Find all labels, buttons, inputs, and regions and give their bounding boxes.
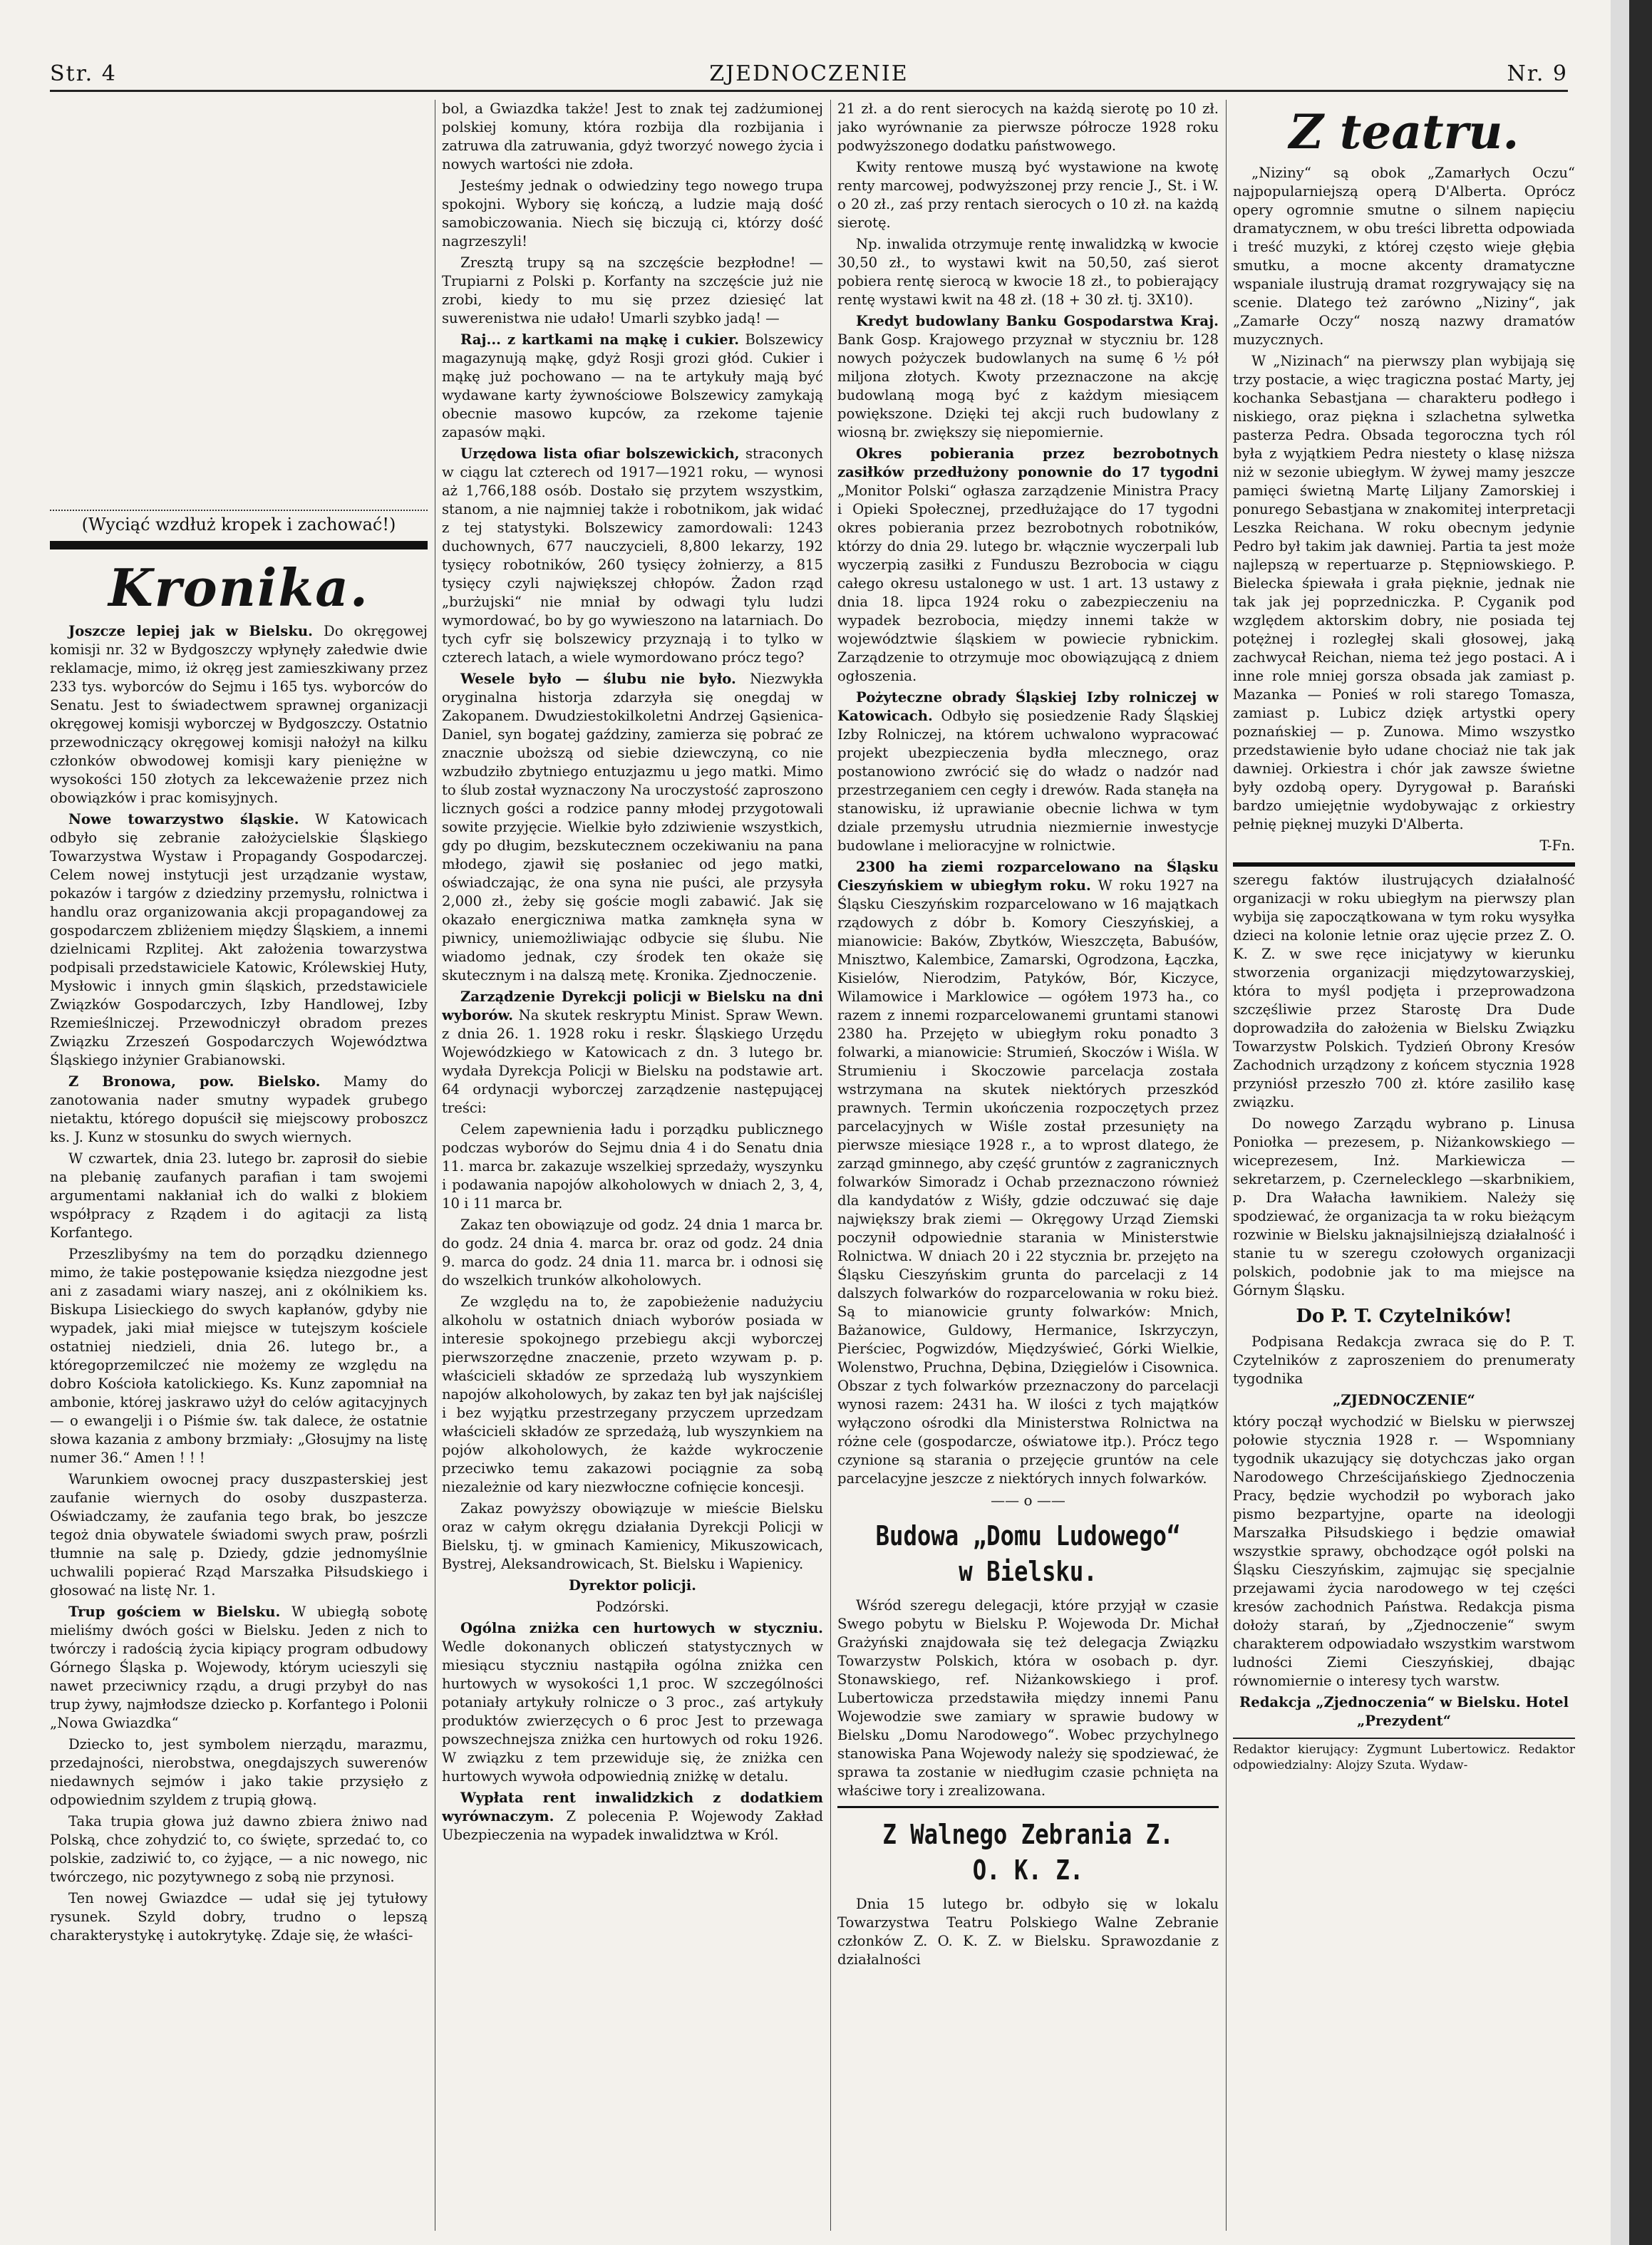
article-paragraph: Ze względu na to, że zapobieżenie nadużyciu alkoholu w ostatnich dniach wyborów posiada w interesie spokojnego przebiegu akcji wyborczej pierwszorzędne znaczenie, przeto wzywam p. p. właścicieli składów ze sprzedażą lub wyszynkiem napojów alkoholowych, by zakaz ten był jak najściślej i bez wyjątku przestrzegany przyczem uprzedzam właścicieli składów ze sprzedażą, lub wyszynkiem na pojów alkoholowych, że każde wykroczenie przeciwko temu zakazowi pociągnie za sobą niezależnie od kary niezwłoczne cofnięcie koncesji. xyxy=(442,1294,823,1495)
notice-paper-name: „ZJEDNOCZENIE“ xyxy=(1333,1392,1475,1408)
article-paragraph: Zresztą trupy są na szczęście bezpłodne! — Trupiarni z Polski p. Korfanty na szczęście już nie zrobi, kiedy to mu się przez dziesięć lat suwerenistwa nie udało! Umarli szybko jadą! — xyxy=(442,254,823,326)
headline-walne-zebranie: Z Walnego Zebrania Z. O. K. Z. xyxy=(882,1819,1174,1886)
article-heading: Wypłata rent inwalidzkich z dodatkiem wyrównaczym. xyxy=(442,1790,823,1825)
editorial-footer: Redaktor kierujący: Zygmunt Lubertowicz. Redaktor odpowiedzialny: Alojzy Szuta. Wydaw- xyxy=(1233,1738,1575,1773)
article-text: W ubiegłą sobotę mieliśmy dwóch gości w Bielsku. Jeden z nich to twórczy i radością życia kipiący program odbudowy Górnego Śląska p. Wojewody, którym ucieszyli się nawet przeciwnicy rządu, a drugi przybył do nas trup żywy, najmłodsze dziecko p. Korfantego i Polonii „Nowa Gwiazdka“ xyxy=(50,1604,428,1731)
article-heading: Wesele było — ślubu nie było. xyxy=(460,671,736,687)
article-paragraph: Dnia 15 lutego br. odbyło się w lokalu Towarzystwa Teatru Polskiego Walne Zebranie członków Z. O. K. Z. w Bielsku. Sprawozdanie z działalności xyxy=(837,1896,1219,1968)
article-paragraph: Wśród szeregu delegacji, które przyjął w czasie Swego pobytu w Bielsku P. Wojewoda Dr. Michał Grażyński znajdowała się też delegacja Związku Towarzystw Polskich, która w osobach p. dyr. Stonawskiego, ref. Niżankowskiego i prof. Lubertowicza przedstawiła między innemi Panu Wojewodzie swe zamiary w sprawie budowy w Bielsku „Domu Narodowego“. Wobec przychylnego stanowiska Pana Wojewody należy się spodziewać, że sprawa ta zostanie w niedługim czasie pchnięta na właściwe tory i zrealizowana. xyxy=(837,1597,1219,1799)
article-paragraph xyxy=(837,312,1219,442)
notice-signature: Redakcja „Zjednoczenia“ w Bielsku. Hotel „Prezydent“ xyxy=(1239,1694,1569,1729)
page-header xyxy=(50,61,1568,92)
article-heading: Ogólna zniżka cen hurtowych w styczniu. xyxy=(460,1620,823,1636)
column-4 xyxy=(1233,100,1575,2231)
article-text: Odbyło się posiedzenie Rady Śląskiej Izby Rolniczej, na którem uchwalono wypracować projekt ubezpieczenia bydła mlecznego, oraz postanowiono zwrócić się do władz o nadzór nad przestrzeganiem cen cegły i drewów. Rada stanęła na stanowisku, iż uprawianie obecnie lichwa w tym dziale przemysłu utrudnia niezmiernie inwestycje budowlane i melioracyjne w rolnictwie. xyxy=(837,708,1219,854)
article-text: W Katowicach odbyło się zebranie założycielskie Śląskiego Towarzystwa Wystaw i Propagandy Gospodarczej. Celem nowej instytucji jest urządzanie wystaw, pokazów i targów z dziedziny przemysłu, rolnictwa i handlu oraz organizowania akcji propagandowej za gospodarczem zbliżeniem między Śląskiem, a innemi dzielnicami Rzplitej. Akt założenia towarzystwa podpisali przedstawiciele Katowic, Królewskiej Huty, Mysłowic i innych gmin śląskich, przedstawiciele Związków Gospodarczych, Izby Handlowej, Izby Rzemieślniczej. Przewodniczył obradom prezes Związku Zrzeszeń Gospodarczych Województwa Śląskiego inżynier Grabianowski. xyxy=(50,811,428,1068)
article-heading: Urzędowa lista ofiar bolszewickich, xyxy=(460,445,740,462)
article-paragraph xyxy=(837,858,1219,1488)
article-heading: Pożyteczne obrady Śląskiej Izby rolniczej w Katowicach. xyxy=(837,689,1219,724)
notice-paragraph: Podpisana Redakcja zwraca się do P. T. Czytelników z zaproszeniem do prenumeraty tygodnika xyxy=(1233,1333,1575,1387)
article-text: Do okręgowej komisji nr. 32 w Bydgoszczy wpłynęły załedwie dwie reklamacje, mimo, iż okręg jest zamieszkiwany przez 233 tys. wyborców do Sejmu i 165 tys. wyborców do Senatu. Jest to świadectwem sprawnej organizacji okręgowej komisji wyborczej w Bydgoszczy. Ostatnio przewodniczący okręgowej komisji nałożył na kilku członków obwodowej komisji kary pieniężne w wysokości 150 złotych za lekceważenie przez nich obowiązków i prac komisyjnych. xyxy=(50,623,428,806)
column-rule xyxy=(830,100,831,2231)
article-heading: Okres pobierania przez bezrobotnych zasiłków przedłużony ponownie do 17 tygodni xyxy=(837,445,1219,480)
article-paragraph xyxy=(837,688,1219,855)
article-paragraph xyxy=(837,445,1219,686)
article-paragraph: Kwity rentowe muszą być wystawione na kwotę renty marcowej, podwyższonej przy rencie J., St. i W. o 20 zł., zaś przy rentach sierocych o 10 zł. na każdą sierotę. xyxy=(837,159,1219,231)
article-text: W roku 1927 na Śląsku Cieszyńskim rozparcelowano w 16 majątkach rządowych z dóbr b. Komory Cieszyńskiej, a mianowicie: Baków, Zbytków, Wieszczęta, Babuśów, Mnisztwo, Kalembice, Zamarski, Ogrodzona, Łączka, Kisielów, Nierodzim, Patyków, Bór, Kiczyce, Wilamowice i Marklowice — ogółem 1973 ha., co razem z innemi rozparcelowanemi gruntami stanowi 2380 ha. Przejęto w ubiegłym roku ponadto 3 folwarki, a mianowicie: Strumień, Skoczów i Wiśla. W Strumieniu i Skoczowie parcelacja została wstrzymana na skutek niektórych przeszkód prawnych. Termin ukończenia rozpoczętych przez parcelacyjnych w Wiśle został przesunięty na pierwsze miesiące 1928 r., a to wprost dlatego, że zarząd gminnego, aby część gruntów z zagranicznych folwarków Simoradz i Ochab przeznaczono również dla kandydatów z Wiśły, gdzie odczuwać się daje największy brak ziemi — Okręgowy Urząd Ziemski poczynił odpowiednie starania w Ministerstwie Rolnictwa. W dniach 20 i 22 stycznia br. przejęto na Śląsku Cieszyńskim grunta do parcelacji z 14 dalszych folwarków do rozparcelowania w roku bież. Są to mianowicie grunty folwarków: Mnich, Bażanowice, Guldowy, Hermanice, Iskrzyczyn, Pierściec, Pogwizdów, Międzyświeć, Górki Wielkie, Wolenstwo, Pruchna, Dębina, Dzięgielów i Cisownica. Obszar z tych folwarków przeznaczony do parcelacji wynosi razem: 2431 ha. W ilości z tych majątków wyłączono ośrodki dla Ministerstwa Rolnictwa na różne cele (gospodarcze, oświatowe itp.). Prócz tego czynione są starania o przejęcie gruntów na cele parcelacyjne jeszcze z niektórych innych folwarków. xyxy=(837,877,1219,1487)
article-paragraph xyxy=(50,622,428,807)
column-1 xyxy=(50,100,428,2231)
section-title-kronika: Kronika. xyxy=(108,557,369,618)
section-rule xyxy=(1233,862,1575,867)
article-paragraph xyxy=(442,670,823,985)
article-text: Bolszewicy magazynują mąkę, gdyż Rosji grozi głód. Cukier i mąkę już pochowano — na te artykuły mają być wydawane karty żywnościowe Bolszewicy zamykają obecnie masowo kupców, za rzekome tajenie zapasów mąki. xyxy=(442,331,823,440)
column-3 xyxy=(837,100,1219,2231)
article-paragraph: bol, a Gwiazdka także! Jest to znak tej zadżumionej polskiej komuny, która rozbija dla rozbijania i zatruwa dla zatruwania, gdyż tworzyć nowego życia i nowych wartości nie zdoła. xyxy=(442,100,823,172)
masthead-title: ZJEDNOCZENIE xyxy=(709,61,909,86)
signature-title: Dyrektor policji. xyxy=(569,1577,696,1594)
article-paragraph: Dziecko to, jest symbolem nierządu, marazmu, przedajności, nierobstwa, onegdajszych suwerenów niedawnych sejmów i jako takie przysięło z odpowiednim szyldem z trupią głową. xyxy=(50,1736,428,1808)
article-paragraph: 21 zł. a do rent sierocych na każdą sierotę po 10 zł. jako wyrównanie za pierwsze półrocze 1928 roku podwyższonego dodatku państwowego. xyxy=(837,100,1219,154)
article-paragraph: Np. inwalida otrzymuje rentę inwalidzką w kwocie 30,50 zł., to wystawi kwit na 50,50, zaś sierot pobiera rentę sierocą w kwocie 18 zł., to pobierający rentę wystawi kwit na 48 zł. (18 + 30 zł. tj. 3X10). xyxy=(837,236,1219,308)
separator-ornament: —— o —— xyxy=(991,1492,1065,1509)
article-paragraph xyxy=(442,1619,823,1786)
article-text: Niezwykła oryginalna historja zdarzyła się onegdaj w Zakopanem. Dwudziestokilkoletni Andrzej Gąsienica-Daniel, syn bogatej gaździny, zamierza się pobrać ze znacznie uboższą od siebie dziewczyną, co nie wzbudziło zbytniego entuzjazmu u jego matki. Mimo to ślub został wyznaczony Na uroczystość zaproszono licznych gości a rodzice panny młodej przygotowali sowite przyjęcie. Wielkie było zdziwienie wszystkich, gdy po długim, bezskutecznem oczekiwaniu na pana młodego, zjawił się posłaniec od jego matki, oświadczając, że ona syna nie puści, ale przysyła 2,000 zł., żeby się goście mogli zabawić. Jak się okazało energiczniwa matka zamknęła syna w piwnicy, uniemożliwiając odbycie się ślubu. Nie wiadomo jednak, czy środek ten okaże się skutecznym i na dalszą metę. Kronika. Zjednoczenie. xyxy=(442,671,823,984)
article-paragraph: szeregu faktów ilustrujących działalność organizacji w roku ubiegłym na pierwszy plan wybija się zapoczątkowana w tym roku wysyłka dzieci na kolonie letnie oraz ujęcie przez Z. O. K. Z. w swe ręce inicjatywy w kierunku stworzenia organizacji międzytowarzyskiej, która to myśl podjęta i przeprowadzona szczęśliwie przez Starostę Dra Dude doprowadziła do założenia w Bielsku Związku Towarzystw Polskich. Tydzień Obrony Kresów Zachodnich urządzony z końcem stycznia 1928 przyniósł przeszło 700 zł. które zasiliło kasę związku. xyxy=(1233,872,1575,1110)
article-paragraph xyxy=(50,1073,428,1147)
section-title-teatr: Z teatru. xyxy=(1289,104,1519,160)
article-heading: Trup gościem w Bielsku. xyxy=(68,1604,281,1620)
article-paragraph xyxy=(442,988,823,1118)
cut-notice: (Wyciąć wzdłuż kropek i zachować!) xyxy=(50,510,428,534)
article-paragraph: Zakaz powyższy obowiązuje w mieście Bielsku oraz w całym okręgu działania Dyrekcji Policji w Bielsku, tj. w gminach Kamienicy, Mikuszowicach, Bystrej, Aleksandrowicach, St. Bielsku i Wapienicy. xyxy=(442,1500,823,1572)
article-heading: Z Bronowa, pow. Bielsko. xyxy=(68,1073,321,1090)
scan-margin xyxy=(1611,0,1629,2245)
author-signature: T-Fn. xyxy=(1539,837,1575,854)
column-rule xyxy=(1226,100,1227,2231)
article-paragraph xyxy=(442,1789,823,1844)
separator-rule xyxy=(837,1806,1219,1808)
article-heading: Kredyt budowlany Banku Gospodarstwa Kraj. xyxy=(856,313,1219,329)
column-2 xyxy=(442,100,823,2231)
article-paragraph: Warunkiem owocnej pracy duszpasterskiej jest zaufanie wiernych do osoby duszpasterza. Oświadczamy, że zaufania tego brak, bo jeszcze tegoż dnia obywatele świadomi swych praw, pośrzli tłumnie na salę p. Dziedy, gdzie jednomyślnie uchwalili popierać Rząd Marszałka Piłsudskiego i głosować na listę Nr. 1. xyxy=(50,1471,428,1599)
article-text: Wedle dokonanych obliczeń statystycznych w miesiącu styczniu nastąpiła ogólna zniżka cen hurtowych w wysokości 1,1 proc. W szczególności potaniały artykuły rolnicze o 3 proc., zaś artykuły produktów zwierzęcych o 6 proc Jest to przewaga powszechnejsza zniżka cen hurtowych od roku 1926. W związku z tem przewiduje się, że zniżka cen hurtowych wywoła odpowiednią zniżkę w detalu. xyxy=(442,1638,823,1785)
article-paragraph xyxy=(50,1603,428,1733)
article-text: Bank Gosp. Krajowego przyznał w styczniu br. 128 nowych pożyczek budowlanych na sumę 6 ½ pół miljona złotych. Kwoty przeznaczone na akcję budowlaną mogą być z każdym miesiącem powiększone. Dzięki tej akcji ruch budowlany z wiosną br. zwiększy się niepomiernie. xyxy=(837,331,1219,440)
article-paragraph: Jesteśmy jednak o odwiedziny tego nowego trupa spokojni. Wybory się kończą, a ludzie mają dość samobiczowania. Niech się biczują ci, którzy dość nagrzeszyli! xyxy=(442,177,823,249)
article-text: Na skutek reskryptu Minist. Spraw Wewn. z dnia 26. 1. 1928 roku i reskr. Śląskiego Urzędu Wojewódzkiego w Katowicach z dn. 3 lutego br. wydała Dyrekcja Policji w Bielsku na podstawie art. 64 ordynacji wyborczej zarządzenie następującej treści: xyxy=(442,1007,823,1116)
article-paragraph: W czwartek, dnia 23. lutego br. zaprosił do siebie na plebanię zaufanych parafian i tam swojemi argumentami nakłaniał ich do walki z blokiem współpracy z Rządem i do agitacji za listą Korfantego. xyxy=(50,1150,428,1241)
article-paragraph: Taka trupia głowa już dawno zbiera żniwo nad Polską, chce zohydzić to, co święte, sprzedać to, co polskie, zadziwić to, co żyjące, — a nic nowego, nic twórczego, nic pozytywnego z sobą nie przynosi. xyxy=(50,1813,428,1885)
article-heading: Joszcze lepiej jak w Bielsku. xyxy=(68,623,313,639)
article-heading: 2300 ha ziemi rozparcelowano na Śląsku Cieszyńskiem w ubiegłym roku. xyxy=(837,859,1219,894)
article-text: „Monitor Polski“ ogłasza zarządzenie Ministra Pracy i Opieki Społecznej, przedłużające do 17 tygodni okres pobierania przez bezrobotnych robotników, którzy do dnia 29. lutego br. włącznie wyczerpali lub wyczerpią zasiłki z Funduszu Bezrobocia w ciągu całego okresu ustalonego w ust. 1 art. 13 ustawy z dnia 18. lipca 1924 roku o zabezpieczeniu na wypadek bezrobocia, między innemi także w województwie śląskiem w powiecie rybnickim. Zarządzenie to otrzymuje moc obowiązującą z dniem ogłoszenia. xyxy=(837,482,1219,684)
signature-name: Podzórski. xyxy=(596,1599,669,1615)
notice-paragraph: który począł wychodzić w Bielsku w pierwszej połowie stycznia 1928 r. — Wspomniany tygodnik ukazujący się dotychczas jako organ Narodowego Chrześcijańskiego Zjednoczenia Pracy, będzie wychodził po wyborach jako pismo bezpartyjne, oparte na ideologji Marszałka Piłsudskiego i będzie omawiał wszystkie sprawy, obchodzące ogół polski na Śląsku Cieszyńskim, zajmując się specjalnie przejawami życia narodowego w tej części kresów zachodnich Państwa. Redakcja pisma dołoży starań, by „Zjednoczenie“ swym charakterem odpowiadało wszystkim warstwom ludności Ziemi Cieszyńskiej, dbając równomiernie o interesy tych warstw. xyxy=(1233,1413,1575,1689)
article-heading: Zarządzenie Dyrekcji policji w Bielsku na dni wyborów. xyxy=(442,989,823,1023)
article-paragraph: Ten nowej Gwiazdce — udał się jej tytułowy rysunek. Szyld dobry, trudno o lepszą charakterystykę i autokrytykę. Zdaje się, że właści- xyxy=(50,1890,428,1944)
section-rule xyxy=(50,541,428,549)
headline-dom-ludowy: Budowa „Domu Ludowego“ w Bielsku. xyxy=(875,1520,1181,1587)
article-paragraph: Zakaz ten obowiązuje od godz. 24 dnia 1 marca br. do godz. 24 dnia 4. marca br. oraz od godz. 24 dnia 9. marca do godz. 24 dnia 11. marca br. i odnosi się do wszelkich trunków alkoholowych. xyxy=(442,1217,823,1289)
article-paragraph xyxy=(442,331,823,442)
notice-title: Do P. T. Czytelników! xyxy=(1296,1306,1512,1327)
article-paragraph: Celem zapewnienia ładu i porządku publicznego podczas wyborów do Sejmu dnia 4 i do Senatu dnia 11. marca br. zakazuje wszelkiej sprzedaży, wyszynku i podawania napojów alkoholowych w dniach 2, 3, 4, 10 i 11 marca br. xyxy=(442,1121,823,1212)
article-text: Z polecenia P. Wojewody Zakład Ubezpieczenia na wypadek inwalidztwa w Król. xyxy=(442,1808,823,1843)
article-paragraph: W „Nizinach“ na pierwszy plan wybijają się trzy postacie, a więc tragiczna postać Marty, jej kochanka Sebastjana — charakteru podłego i niskiego, oraz piękna i szlachetna sylwetka pasterza Pedra. Obsada tegoroczna tych ról była z wyjątkiem Pedra niestety o klasę niższa niż w sezonie ubiegłym. W żywej mamy jeszcze pamięci świetną Martę Liljany Zamorskiej i ponurego Sebastjana w znakomitej interpretacji Leszka Reichana. W roku obecnym jedynie Pedro był takim jak dawniej. Partia ta jest może najlepszą w repertuarze p. Stępniowskiego. P. Bielecka śpiewała i grała pięknie, jednak nie tak jak jej poprzedniczka. P. Cyganik pod względem aktorskim dobry, nie posiada tej potężnej i rozległej skali głosowej, jaką zachwycał Reichan, niema też jego postaci. A i inne role mniej gorsza obsada jak zamiast p. Mazanka — Ponieś w roli starego Tomasza, zamiast p. Lubicz dzięk artystki opery poznańskiej — p. Zunowa. Mimo wszystko przedstawienie było udane chociaż nie tak jak dawniej. Orkiestra i chór jak zawsze świetne były ozdobą opery. Dyrygował p. Barański bardzo umiejętnie wydobywając z orkiestry pełnię pięknej muzyki D'Alberta. xyxy=(1233,353,1575,832)
issue-number: Nr. 9 xyxy=(1507,61,1568,86)
article-paragraph xyxy=(442,445,823,667)
article-paragraph: Przeszlibyśmy na tem do porządku dziennego mimo, że takie postępowanie księdza niezgodne jest ani z zasadami wiary naszej, ani z okólnikiem ks. Biskupa Lisieckiego do swych kapłanów, gdyby nie wypadek, jaki miał miejsce w tutejszym kościele ostatniej niedzieli, dnia 26. lutego br., a któregoprzemilczeć nie możemy ze względu na dobro Kościoła katolickiego. Ks. Kunz zapomniał na ambonie, której jaskrawo użył do celów agitacyjnych — o ewangelji i o Piśmie św. tak dalece, że ostatnie słowa kazania z ambony brzmiały: „Głosujmy na listę numer 36.“ Amen ! ! ! xyxy=(50,1246,428,1466)
article-paragraph: Do nowego Zarządu wybrano p. Linusa Poniołka — prezesem, p. Niżankowskiego — wiceprezesem, Inż. Markiewicza — sekretarzem, p. Czernelecklego —skarbnikiem, p. Dra Wałacha ławnikiem. Należy się spodziewać, że organizacja ta w roku bieżącym rozwinie w Bielsku jaknajsilniejszą działalność i stanie tu w szeregu czołowych organizacji polskich, podobnie jak to ma miejsce na Górnym Śląsku. xyxy=(1233,1115,1575,1299)
article-text: straconych w ciągu lat czterech od 1917—1921 roku, — wynosi aż 1,766,188 osób. Dostało się przytem wszystkim, stanom, a nie najmniej także i robotnikom, jak widać z tej statystyki. Bolszewicy zamordowali: 1243 duchownych, 677 nauczycieli, 8,800 lekarzy, 192 tysięcy robotników, 260 tysięcy żołnierzy, a 815 tysięcy czyli największej chłopów. Żadon rząd „burżujski“ nie mniał by odwagi tylu ludzi wymordować, bo by go wywieszono na latarniach. Do tych cyfr się bolszewicy przyznają i to tylko w czterech latach, a wiele wymordowano prócz tego? xyxy=(442,445,823,666)
article-paragraph: „Niziny“ są obok „Zamarłych Oczu“ najpopularniejszą operą D'Alberta. Oprócz opery ogromnie smutne o silnem napięciu dramatycznem, w obu treści libretta odpowiada i treść muzyki, z której często wieje głębia smutku, a mocne akcenty dramatyczne wspaniale ilustrują dramat rozgrywający się na scenie. Dlatego też zarówno „Niziny“, jak „Zamarłe Oczy“ noszą nazwy dramatów muzycznych. xyxy=(1233,165,1575,348)
article-heading: Raj... z kartkami na mąkę i cukier. xyxy=(460,331,740,348)
article-text: Mamy do zanotowania nader smutny wypadek grubego nietaktu, którego dopuścił się miejscowy proboszcz ks. J. Kunz w stosunku do swych wiernych. xyxy=(50,1073,428,1145)
scan-edge xyxy=(1629,0,1652,2245)
article-paragraph xyxy=(50,810,428,1070)
page-number: Str. 4 xyxy=(50,61,117,86)
article-heading: Nowe towarzystwo śląskie. xyxy=(68,811,299,827)
